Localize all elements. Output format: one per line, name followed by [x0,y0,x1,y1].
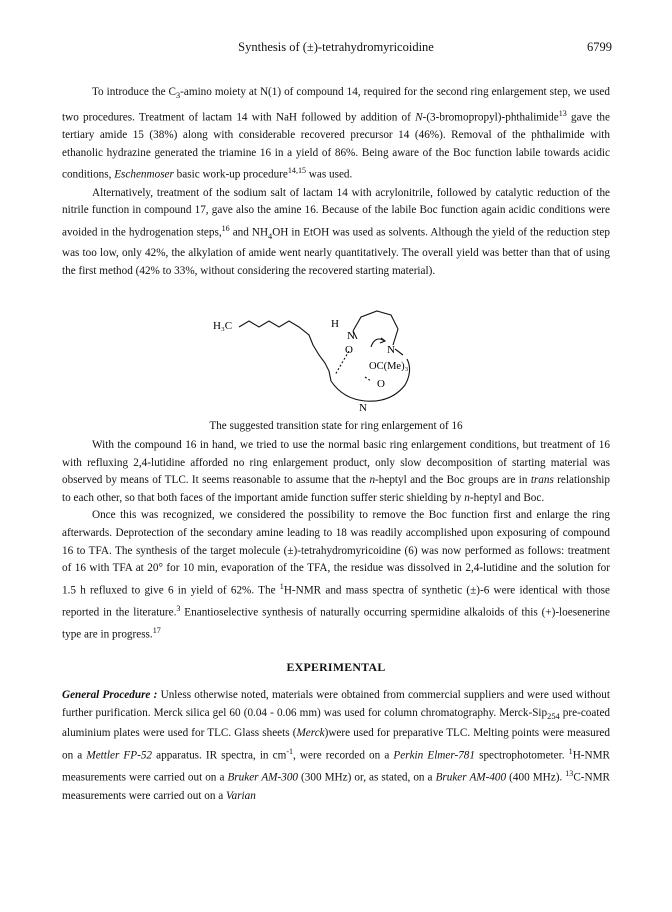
text: pre-coated aluminium plates were used for TLC. Glass sheets ( [62,706,611,740]
text: was used. [306,169,353,182]
italic-text: Bruker AM-300 [227,772,299,785]
figure-caption: The suggested transition state for ring enlargement of 16 [209,420,463,432]
n2-bond [395,349,403,355]
h3c-label: H₃C [213,320,233,332]
italic-text: Perkin Elmer-781 [393,749,475,762]
experimental-text [62,687,610,805]
paragraph-general-procedure [62,687,610,805]
o-minus-label: O [345,344,353,356]
text: To introduce the C [92,86,176,98]
text: -heptyl and Boc. [469,491,545,504]
text: Once this was recognized, we considered the possibility to remove the Boc function first and enlarge the ring afterwards. Deprotection of the secondary amine leading to 18 was readily accomplished upon exposuring of compound 16 to TFA. The synthesis of the target molecule (±)-tetrahydromyricoidine (6) was now performed as follows: treatment of 16 with TFA at 20° for 10 min, evaporation of the TFA, the residue was dissolved in 2,4-lutidine and the solution for 1.5 h refluxed to give 6 in yield of 62%. The [62,509,610,597]
superscript: 13 [565,769,574,779]
transition-state-figure [195,309,485,419]
paragraph-3 [62,437,610,507]
superscript: 1 [279,581,284,591]
italic-text: Varian [226,789,256,802]
italic-text: Merck [296,727,325,740]
body-text-upper [62,84,610,281]
body-text-lower [62,437,610,645]
text: (400 MHz). [506,772,566,785]
electron-arrow [371,339,385,347]
superscript: -1 [286,747,294,757]
subscript: 4 [268,231,273,241]
text: C-NMR measurements were carried out on a [62,772,610,802]
superscript: 1 [568,747,573,757]
text: gave the tertiary amide 15 (38%) along with considerable recovered precursor 14 (46%). Removal of the phthalimide with ethanolic hydrazine generated the triamine 16 in a yield of 86%. Being aware of the Boc function labile towards acidic conditions, [62,111,610,182]
text: relationship to each other, so that both faces of the important amide function suffer steric shielding by [62,474,610,504]
paragraph-1 [62,84,610,185]
italic-text: N [415,111,423,124]
text: OH in EtOH was used as solvents. Although the yield of the reduction step was too low, only 42%, the alkylation of amide went nearly quantitatively. The overall yield was better than that of using the first method (42% to 33%, without considering the recovered starting material). [62,226,610,278]
subscript: 3 [175,91,181,101]
italic-text: Eschenmoser [114,169,174,182]
n3-label: N [359,402,367,414]
subscript: 254 [547,711,560,721]
text: basic work-up procedure [173,169,288,182]
run-in-heading: General Procedure : [62,689,158,701]
section-heading-experimental: EXPERIMENTAL [286,660,386,674]
text: apparatus. IR spectra, in cm [152,749,287,762]
text: )were used for preparative TLC. Melting points were measured on a [62,727,610,762]
text: With the compound 16 in hand, we tried to use the normal basic ring enlargement conditions, but treatment of 16 with refluxing 2,4-lutidine afforded no ring enlargement product, only slow decomposition of starting material was observed by means of TLC. It seems reasonable to assume that the [62,439,610,487]
text: spectrophotometer. [474,749,569,762]
text: -amino moiety at N(1) of compound 14, required for the second ring enlargement step, we used two procedures. Treatment of lactam 14 with NaH followed by addition of [62,86,610,124]
n1-label: N [347,330,355,342]
citation-superscript: 13 [558,108,567,118]
text: H-NMR and mass spectra of synthetic (±)-6 were identical with those reported in the literature. [62,584,610,619]
oc-label: OC(Me)₃ [369,361,409,372]
text: -heptyl and the Boc groups are in [375,474,531,487]
o-label: O [377,378,385,390]
paragraph-4 [62,507,610,644]
citation-superscript: 16 [221,223,230,233]
citation-superscript: 14,15 [287,166,306,176]
citation-superscript: 17 [152,626,161,636]
h-label: H [331,318,339,330]
text: -(3-bromopropyl)-phthalimide [422,111,559,124]
italic-text: Mettler FP-52 [86,749,153,762]
carbonyl-partial-bond [365,377,371,381]
text: and NH [229,226,269,239]
text: Unless otherwise noted, materials were obtained from commercial suppliers and were used without further purification. Merck silica gel 60 (0.04 - 0.06 mm) was used for column chromatography. Merck-Sip [62,689,610,719]
page-number: 6799 [587,40,612,54]
text: Alternatively, treatment of the sodium salt of lactam 14 with acrylonitrile, followed by catalytic reduction of the nitrile function in compound 17, gave also the amine 16. Because of the labile Boc function again acidic conditions were avoided in the hydrogenation steps, [62,186,610,239]
text: Enantioselective synthesis of naturally occurring spermidine alkaloids of this (+)-loesenerine type are in progress. [62,606,610,642]
italic-text: n [464,491,470,504]
italic-text: trans [530,474,554,487]
paragraph-2 [62,185,610,281]
text: H-NMR measurements were carried out on a [62,749,610,785]
text: , were recorded on a [293,749,394,762]
n2-label: N [387,344,395,356]
text: (300 MHz) or, as stated, on a [298,772,436,785]
italic-text: n [369,474,376,487]
heptyl-chain-bond [239,321,331,381]
running-title: Synthesis of (±)-tetrahydromyricoidine [238,40,434,54]
italic-text: Bruker AM-400 [435,772,507,785]
chemical-structure-drawing [195,309,485,419]
citation-superscript: 3 [176,604,181,614]
